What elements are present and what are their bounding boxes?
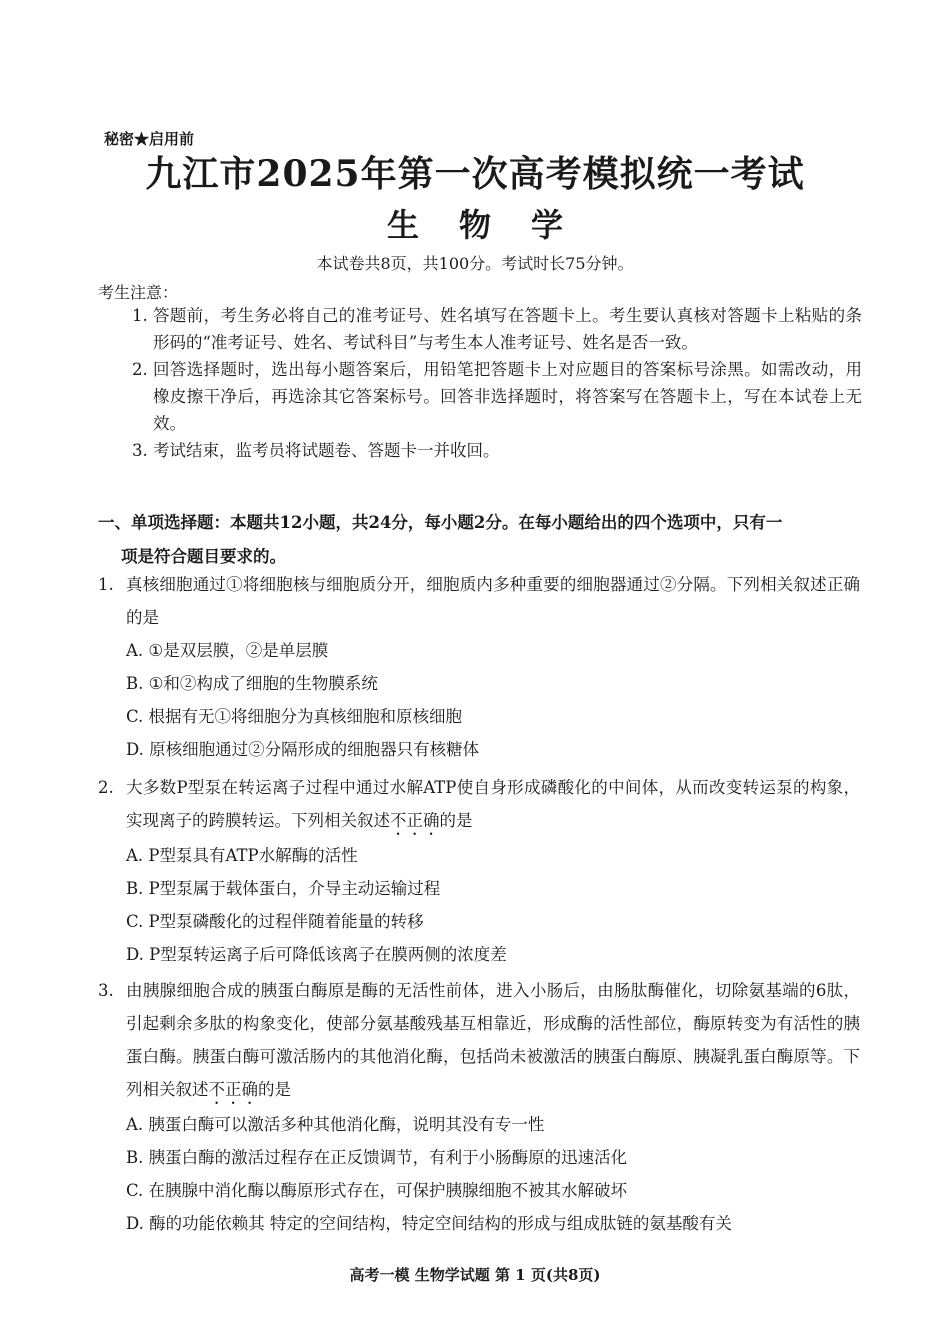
exam-title: 九江市2025年第一次高考模拟统一考试 — [145, 153, 805, 195]
option-b: B. P型泵属于载体蛋白，介导主动运输过程 — [126, 879, 441, 898]
emphasis-text: 不正确 — [390, 811, 440, 830]
question-stem — [98, 568, 860, 634]
notice-item — [132, 437, 862, 464]
notice-text: 回答选择题时，选出每小题答案后，用铅笔把答题卡上对应题目的答案标号涂黑。如需改动，用橡皮擦干净后，再选涂其它答案标号。回答非选择题时，将答案写在答题卡上，写在本试卷上无效。 — [153, 360, 862, 433]
notice-number: 1. — [132, 306, 148, 325]
option-d: D. 酶的功能依赖其 特定的空间结构，特定空间结构的形成与组成肽链的氨基酸有关 — [126, 1214, 732, 1233]
section-heading-line1: 一、单项选择题：本题共12小题，共24分，每小题2分。在每小题给出的四个选项中，只有一 — [98, 513, 783, 532]
option-d: D. 原核细胞通过②分隔形成的细胞器只有核糖体 — [126, 740, 480, 759]
page-footer: 高考一模 生物学试题 第 1 页(共8页) — [349, 1266, 601, 1284]
question-number: 2. — [98, 778, 114, 797]
notice-number: 3. — [132, 441, 148, 460]
question-text: 大多数P型泵在转运离子过程中通过水解ATP使自身形成磷酸化的中间体，从而改变转运泵的构象，实现离子的跨膜转运。下列相关叙述 — [126, 778, 860, 830]
section-heading-line2: 项是符合题目要求的。 — [121, 547, 286, 566]
option-b: B. 胰蛋白酶的激活过程存在正反馈调节，有利于小肠酶原的迅速活化 — [126, 1148, 628, 1167]
question-text-end: 的是 — [439, 811, 473, 830]
notice-item — [132, 356, 862, 437]
option-b: B. ①和②构成了细胞的生物膜系统 — [126, 674, 378, 693]
exam-meta: 本试卷共8页，共100分。考试时长75分钟。 — [316, 254, 634, 273]
question-1 — [98, 568, 860, 766]
notice-heading: 考生注意： — [98, 283, 179, 302]
emphasis-text: 不正确 — [208, 1080, 258, 1099]
confidential-label: 秘密★启用前 — [104, 130, 195, 148]
option-a: A. 胰蛋白酶可以激活多种其他消化酶，说明其没有专一性 — [126, 1115, 545, 1134]
question-2 — [98, 771, 860, 971]
option-c: C. P型泵磷酸化的过程伴随着能量的转移 — [126, 912, 424, 931]
option-a: A. ①是双层膜，②是单层膜 — [126, 641, 329, 660]
subject-title: 生物学 — [386, 206, 603, 244]
question-text: 真核细胞通过①将细胞核与细胞质分开，细胞质内多种重要的细胞器通过②分隔。下列相关叙述正确的是 — [126, 575, 860, 627]
option-c: C. 根据有无①将细胞分为真核细胞和原核细胞 — [126, 707, 463, 726]
question-stem — [98, 771, 860, 839]
notice-text: 答题前，考生务必将自己的准考证号、姓名填写在答题卡上。考生要认真核对答题卡上粘贴的条形码的“准考证号、姓名、考试科目”与考生本人准考证号、姓名是否一致。 — [153, 306, 862, 352]
option-d: D. P型泵转运离子后可降低该离子在膜两侧的浓度差 — [126, 945, 507, 964]
question-number: 3. — [98, 981, 114, 1000]
notice-number: 2. — [132, 360, 148, 379]
question-stem — [98, 974, 860, 1108]
option-a: A. P型泵具有ATP水解酶的活性 — [126, 846, 358, 865]
section-heading — [98, 506, 858, 574]
question-3 — [98, 974, 860, 1240]
question-text: 由胰腺细胞合成的胰蛋白酶原是酶的无活性前体，进入小肠后，由肠肽酶催化，切除氨基端的6肽，引起剩余多肽的构象变化，使部分氨基酸残基互相靠近，形成酶的活性部位，酶原转变为有活性的胰蛋白酶。胰蛋白酶可激活肠内的其他消化酶，包括尚未被激活的胰蛋白酶原、胰凝乳蛋白酶原等。下列相关叙述 — [126, 981, 860, 1099]
option-c: C. 在胰腺中消化酶以酶原形式存在，可保护胰腺细胞不被其水解破坏 — [126, 1181, 628, 1200]
question-text-end: 的是 — [258, 1080, 291, 1099]
notice-item — [132, 302, 862, 356]
notice-list — [132, 302, 862, 464]
question-number: 1. — [98, 575, 114, 594]
notice-text: 考试结束，监考员将试题卷、答题卡一并收回。 — [153, 441, 500, 460]
